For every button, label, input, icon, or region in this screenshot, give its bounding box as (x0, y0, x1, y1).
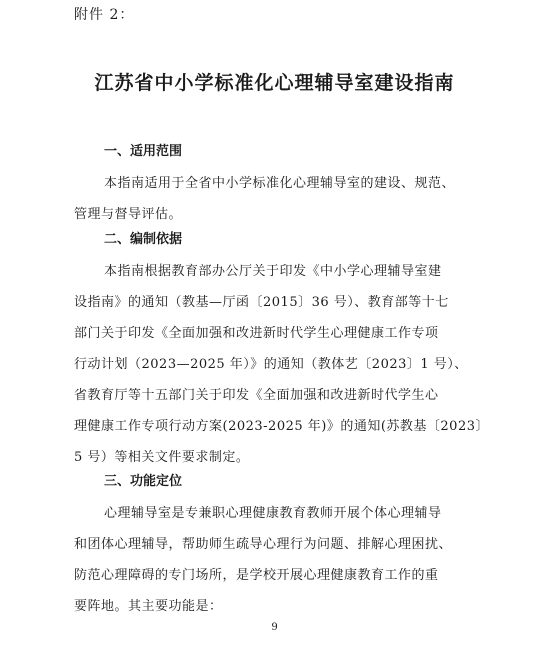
attachment-label: 附件 2： (74, 7, 135, 23)
paragraph-line: 理健康工作专项行动方案(2023-2025 年)》的通知(苏教基〔2023〕 (74, 419, 489, 434)
paragraph-line: 和团体心理辅导，帮助师生疏导心理行为问题、排解心理困扰、 (74, 537, 453, 552)
paragraph-line: 行动计划（2023—2025 年）》的通知（教体艺〔2023〕1 号）、 (74, 357, 468, 372)
section-heading-scope: 一、适用范围 (104, 144, 183, 159)
document-title: 江苏省中小学标准化心理辅导室建设指南 (94, 72, 455, 94)
page-number: 9 (271, 622, 278, 633)
paragraph-line: 要阵地。其主要功能是： (74, 599, 223, 614)
paragraph-line: 本指南适用于全省中小学标准化心理辅导室的建设、规范、 (104, 176, 456, 191)
paragraph-line: 心理辅导室是专兼职心理健康教育教师开展个体心理辅导 (104, 506, 442, 521)
paragraph-line: 防范心理障碍的专门场所，是学校开展心理健康教育工作的重 (74, 568, 439, 583)
paragraph-line: 部门关于印发《全面加强和改进新时代学生心理健康工作专项 (74, 326, 439, 341)
paragraph-line: 省教育厅等十五部门关于印发《全面加强和改进新时代学生心 (74, 388, 439, 403)
section-heading-basis: 二、编制依据 (104, 232, 183, 247)
paragraph-line: 管理与督导评估。 (74, 207, 183, 222)
paragraph-line: 5 号）等相关文件要求制定。 (74, 450, 250, 465)
paragraph-line: 设指南》的通知（教基—厅函〔2015〕36 号）、教育部等十七 (74, 295, 449, 310)
paragraph-line: 本指南根据教育部办公厅关于印发《中小学心理辅导室建 (104, 264, 442, 279)
section-heading-function: 三、功能定位 (104, 474, 183, 489)
